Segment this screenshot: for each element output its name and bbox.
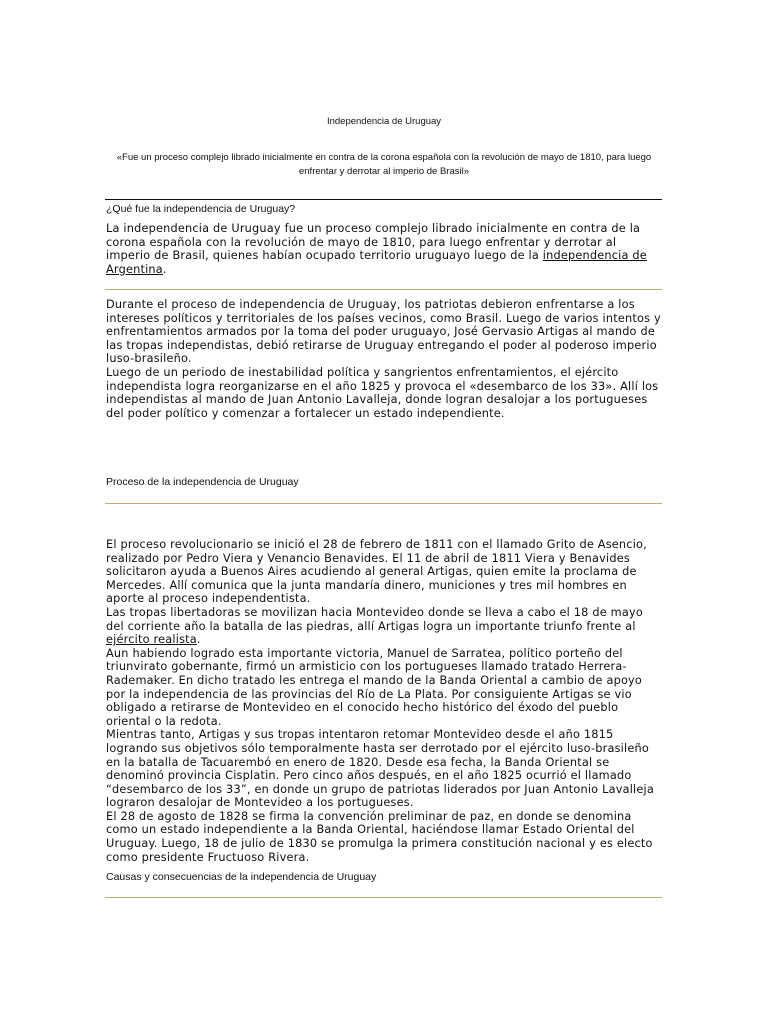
section-heading-proceso: Proceso de la independencia de Uruguay (106, 476, 299, 488)
paragraph-proceso-3: Aun habiendo logrado esta importante victoria, Manuel de Sarratea, político porteño del triunvirato gobernante, firmó un armisticio con los portugueses llamado tratado Herrera-Rademaker. En dicho tratado les entrega el mando de la Banda Oriental a cambio de apoyo por la independencia de las provincias del Río de La Plata. Por consiguiente Artigas se vio obligado a retirarse de Montevideo en el conocido hecho histórico del éxodo del pueblo oriental o la redota. (106, 646, 643, 728)
paragraph-proceso-2-text: Las tropas libertadoras se movilizan hacia Montevideo donde se lleva a cabo el 18 de mayo del corriente año la batalla de las piedras, allí Artigas logra un importante triunfo frente al (106, 605, 643, 633)
paragraph-durante (106, 298, 662, 420)
section-heading-que-fue: ¿Qué fue la independencia de Uruguay? (106, 203, 296, 215)
paragraph-proceso-2-end: . (196, 633, 201, 647)
section-heading-causas: Causas y consecuencias de la independencia de Uruguay (106, 871, 377, 883)
paragraph-intro (106, 222, 662, 276)
section-divider (105, 289, 662, 290)
section-divider (105, 199, 662, 200)
link-ejercito-realista[interactable]: ejército realista (106, 633, 197, 647)
link-independencia-argentina[interactable]: independencia de Argentina (106, 249, 647, 276)
section-divider (105, 503, 662, 504)
paragraph-proceso-5: El 28 de agosto de 1828 se firma la convención preliminar de paz, en donde se denomina como un estado independiente a la Banda Oriental, haciéndose llamar Estado Oriental del Uruguay. Luego, 18 de julio de 1830 se promulga la primera constitución nacional y es electo como presidente Fructuoso Rivera. (106, 809, 653, 864)
paragraph-proceso-1: El proceso revolucionario se inició el 28 de febrero de 1811 con el llamado Grito de Asencio, realizado por Pedro Viera y Venancio Benavides. El 11 de abril de 1811 Viera y Benavides solicitaron ayuda a Buenos Aires acudiendo al general Artigas, quien emite la proclama de Mercedes. Allí comunica que la junta mandaría dinero, municiones y tres mil hombres en aporte al proceso independentista. (106, 538, 647, 606)
paragraph-intro-end: . (162, 262, 167, 276)
paragraph-proceso-4: Mientras tanto, Artigas y sus tropas intentaron retomar Montevideo desde el año 1815 logrando sus objetivos sólo temporalmente hasta ser derrotado por el ejército luso-brasileño en la batalla de Tacuarembó en enero de 1820. Desde esa fecha, la Banda Oriental se denominó provincia Cisplatin. Pero cinco años después, en el año 1825 ocurrió el llamado “desembarco de los 33”, en donde un grupo de patriotas liderados por Juan Antonio Lavalleja lograron desalojar de Montevideo a los portugueses. (106, 728, 654, 810)
document-title: Independencia de Uruguay (326, 116, 442, 127)
paragraph-intro-text: La independencia de Uruguay fue un proceso complejo librado inicialmente en contra de la corona española con la revolución de mayo de 1810, para luego enfrentar y derrotar al imperio de Brasil, quienes habían ocupado territorio uruguayo luego de la (106, 222, 641, 263)
document-quote: «Fue un proceso complejo librado inicialmente en contra de la corona española con la revolución de mayo de 1810, para luego enfrentar y derrotar al imperio de Brasil» (116, 152, 652, 177)
section-divider (105, 897, 662, 898)
paragraph-proceso (106, 538, 662, 864)
paragraph-durante-1: Durante el proceso de independencia de Uruguay, los patriotas debieron enfrentarse a los intereses políticos y territoriales de los países vecinos, como Brasil. Luego de varios intentos y enfrentamientos armados por la toma del poder uruguayo, José Gervasio Artigas al mando de las tropas independistas, debió retirarse de Uruguay entregando el poder al poderoso imperio luso-brasileño. (106, 298, 661, 366)
paragraph-proceso-2 (106, 606, 662, 647)
paragraph-durante-2: Luego de un periodo de inestabilidad política y sangrientos enfrentamientos, el ejército independista logra reorganizarse en el año 1825 y provoca el «desembarco de los 33». Allí los independistas al mando de Juan Antonio Lavalleja, donde logran desalojar a los portugueses del poder político y comenzar a fortalecer un estado independiente. (106, 365, 659, 420)
